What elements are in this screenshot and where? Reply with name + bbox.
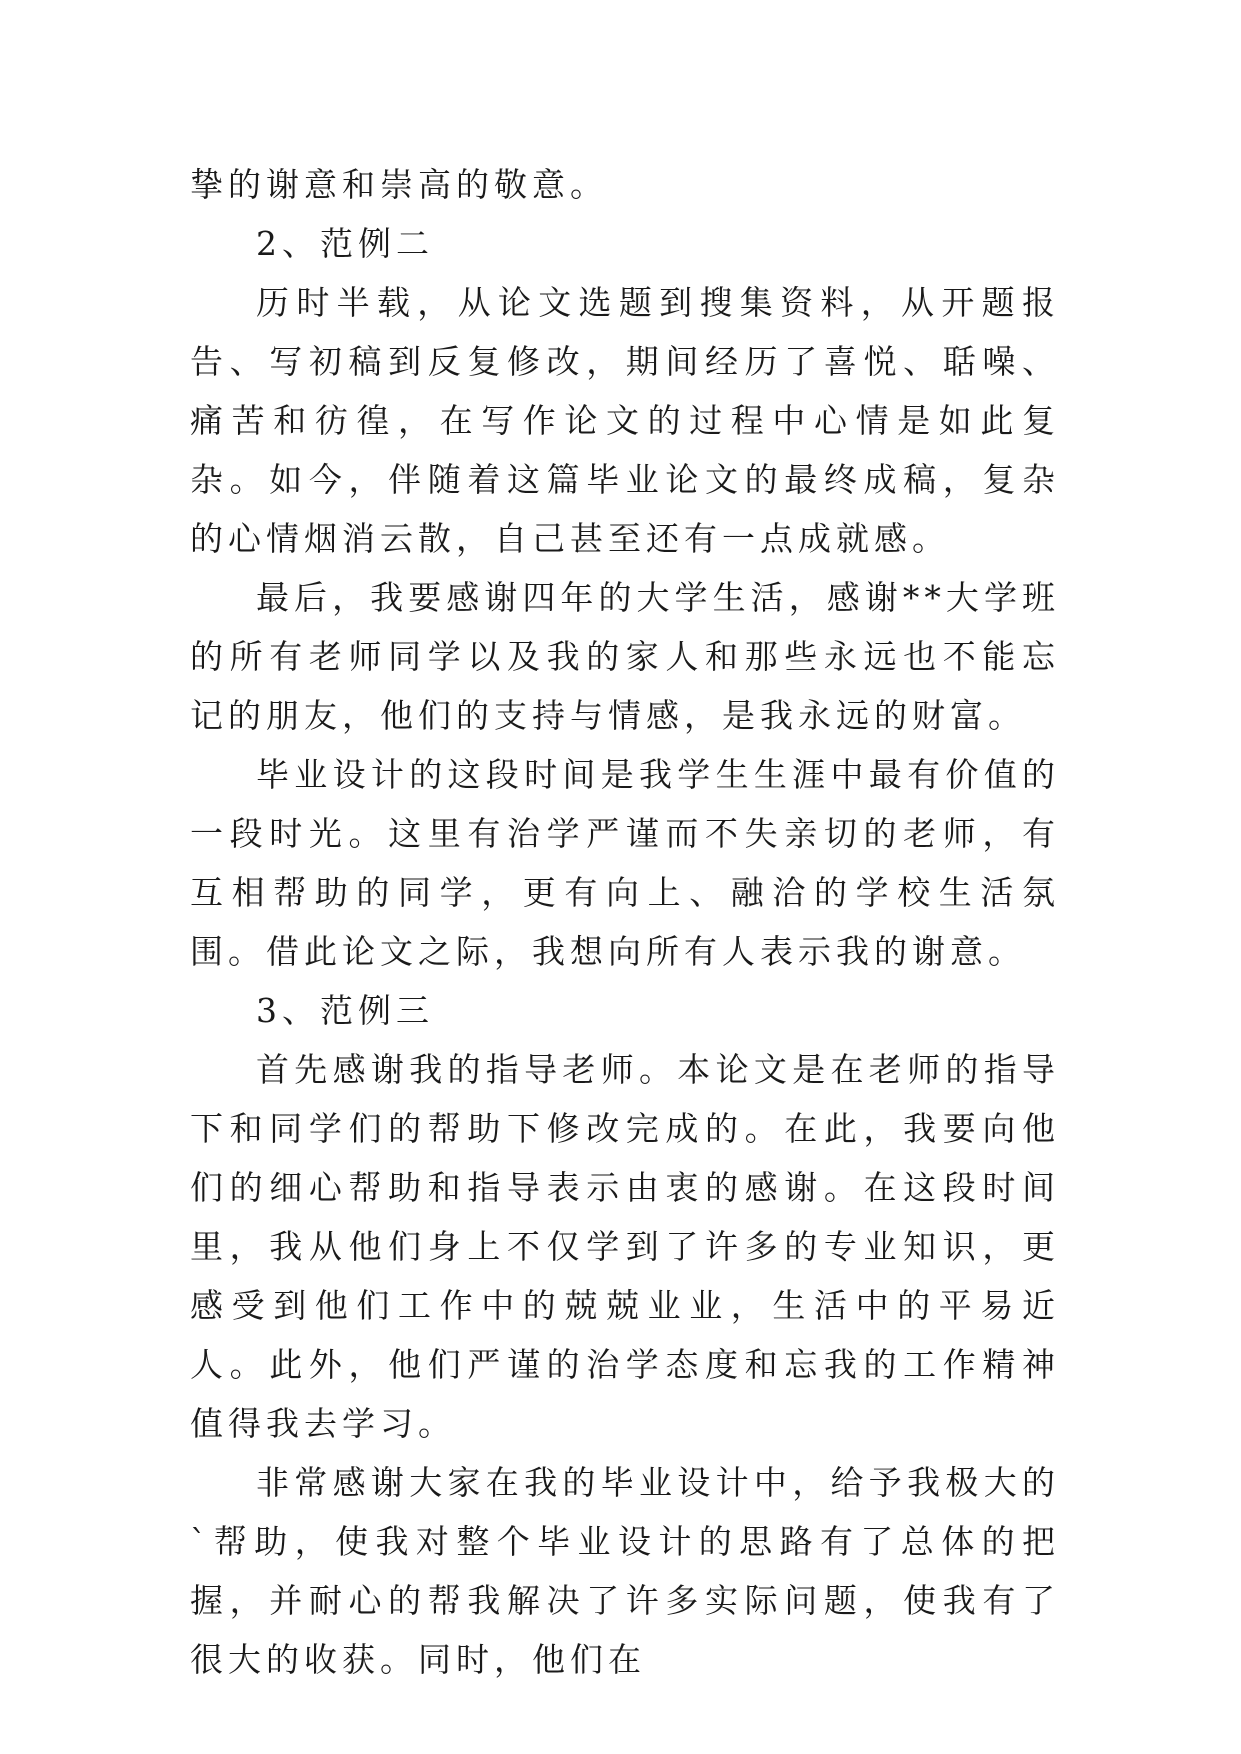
document-body: [190, 155, 1060, 1689]
paragraph-graduation-design: 毕业设计的这段时间是我学生生涯中最有价值的一段时光。这里有治学严谨而不失亲切的老师，有互相帮助的同学，更有向上、融洽的学校生活氛围。借此论文之际，我想向所有人表示我的谢意。: [190, 755, 1060, 971]
paragraph-thanks-everyone: 非常感谢大家在我的毕业设计中，给予我极大的`帮助，使我对整个毕业设计的思路有了总体的把握，并耐心的帮我解决了许多实际问题，使我有了很大的收获。同时，他们在: [190, 1463, 1060, 1679]
section-heading-example-2: 2、范例二: [256, 224, 434, 263]
paragraph-example-2-intro: 历时半载，从论文选题到搜集资料，从开题报告、写初稿到反复修改，期间经历了喜悦、聒噪、痛苦和彷徨，在写作论文的过程中心情是如此复杂。如今，伴随着这篇毕业论文的最终成稿，复杂的心情烟消云散，自己甚至还有一点成就感。: [190, 283, 1060, 558]
continuation-paragraph: 挚的谢意和崇高的敬意。: [190, 165, 608, 204]
section-heading-example-3: 3、范例三: [256, 991, 434, 1030]
paragraph-thanks-advisor: 首先感谢我的指导老师。本论文是在老师的指导下和同学们的帮助下修改完成的。在此，我要向他们的细心帮助和指导表示由衷的感谢。在这段时间里，我从他们身上不仅学到了许多的专业知识，更感受到他们工作中的兢兢业业，生活中的平易近人。此外，他们严谨的治学态度和忘我的工作精神值得我去学习。: [190, 1050, 1060, 1443]
paragraph-thanks-university: 最后，我要感谢四年的大学生活，感谢**大学班的所有老师同学以及我的家人和那些永远也不能忘记的朋友，他们的支持与情感，是我永远的财富。: [190, 578, 1060, 735]
